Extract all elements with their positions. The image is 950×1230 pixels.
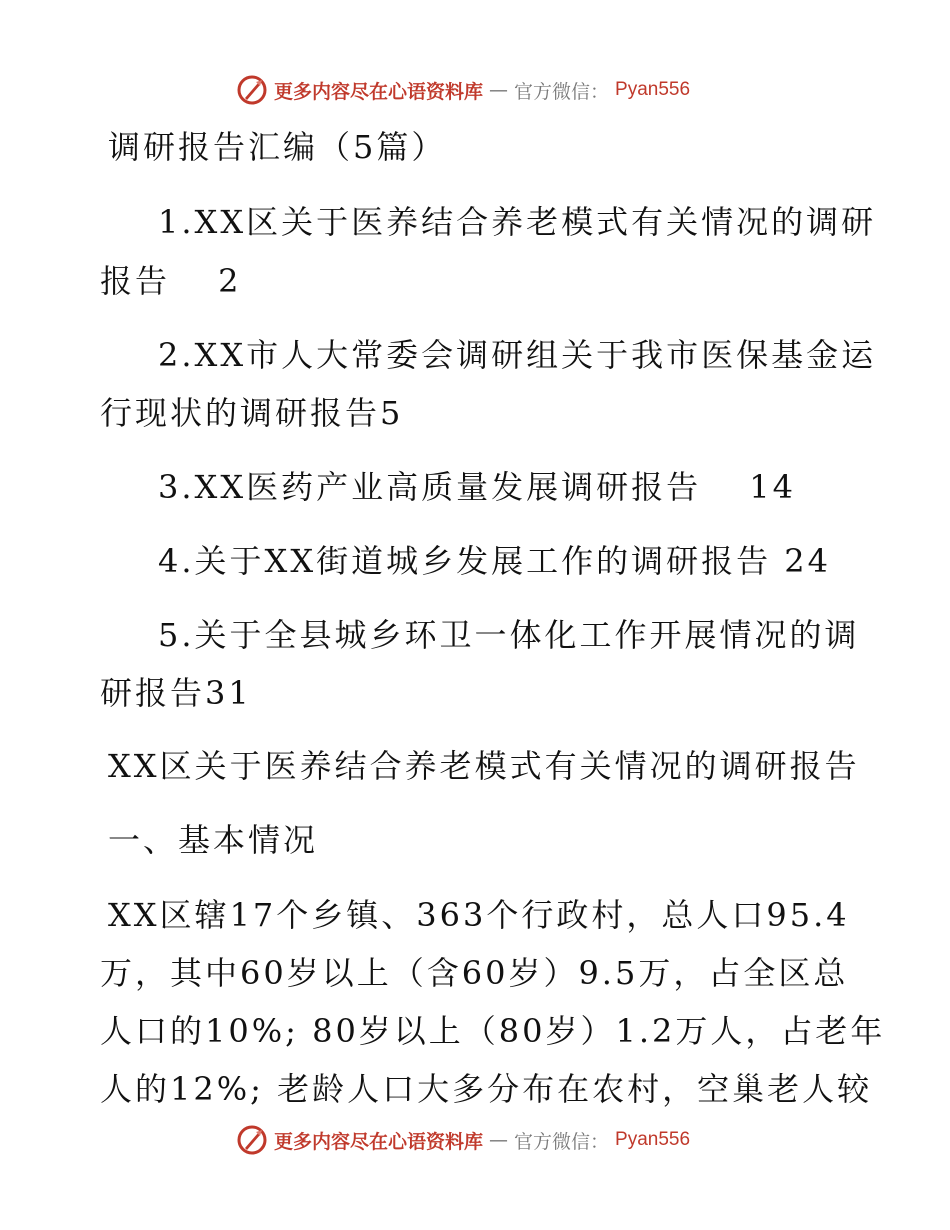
- watermark-official-label: 官方微信：: [514, 80, 610, 103]
- quill-logo-icon: [236, 74, 268, 106]
- watermark-main-text: 更多内容尽在心语资料库: [274, 80, 484, 103]
- toc-item-5-line1: 5.关于全县城乡环卫一体化工作开展情况的调: [158, 616, 860, 654]
- toc-item-2-line2: 行现状的调研报告5: [100, 394, 404, 432]
- watermark-account: Pyan556: [615, 1129, 691, 1150]
- toc-item-1-line2: 报告 2: [100, 262, 242, 300]
- watermark-main-text: 更多内容尽在心语资料库: [274, 1130, 484, 1153]
- toc-item-1-line1: 1.XX区关于医养结合养老模式有关情况的调研: [158, 203, 877, 241]
- section-heading: 一、基本情况: [108, 821, 319, 859]
- toc-item-4: 4.关于XX街道城乡发展工作的调研报告 24: [158, 542, 831, 580]
- body-line-2: 万，其中60岁以上（含60岁）9.5万，占全区总: [100, 954, 849, 992]
- body-line-3: 人口的10%; 80岁以上（80岁）1.2万人，占老年: [100, 1012, 886, 1050]
- watermark-footer: [236, 1122, 690, 1158]
- watermark-header: [236, 72, 690, 108]
- document-title: 调研报告汇编（5篇）: [108, 128, 447, 166]
- toc-item-2-line1: 2.XX市人大常委会调研组关于我市医保基金运: [158, 336, 877, 374]
- watermark-separator: —: [489, 1129, 509, 1151]
- watermark-account: Pyan556: [615, 79, 691, 100]
- toc-item-3: 3.XX医药产业高质量发展调研报告 14: [158, 468, 796, 506]
- quill-logo-icon: [236, 1124, 268, 1156]
- body-line-1: XX区辖17个乡镇、363个行政村，总人口95.4: [108, 896, 850, 934]
- body-line-4: 人的12%; 老龄人口大多分布在农村，空巢老人较: [100, 1070, 873, 1108]
- watermark-official-label: 官方微信：: [514, 1130, 610, 1153]
- article-title: XX区关于医养结合养老模式有关情况的调研报告: [108, 747, 860, 785]
- toc-item-5-line2: 研报告31: [100, 674, 252, 712]
- watermark-separator: —: [489, 79, 509, 101]
